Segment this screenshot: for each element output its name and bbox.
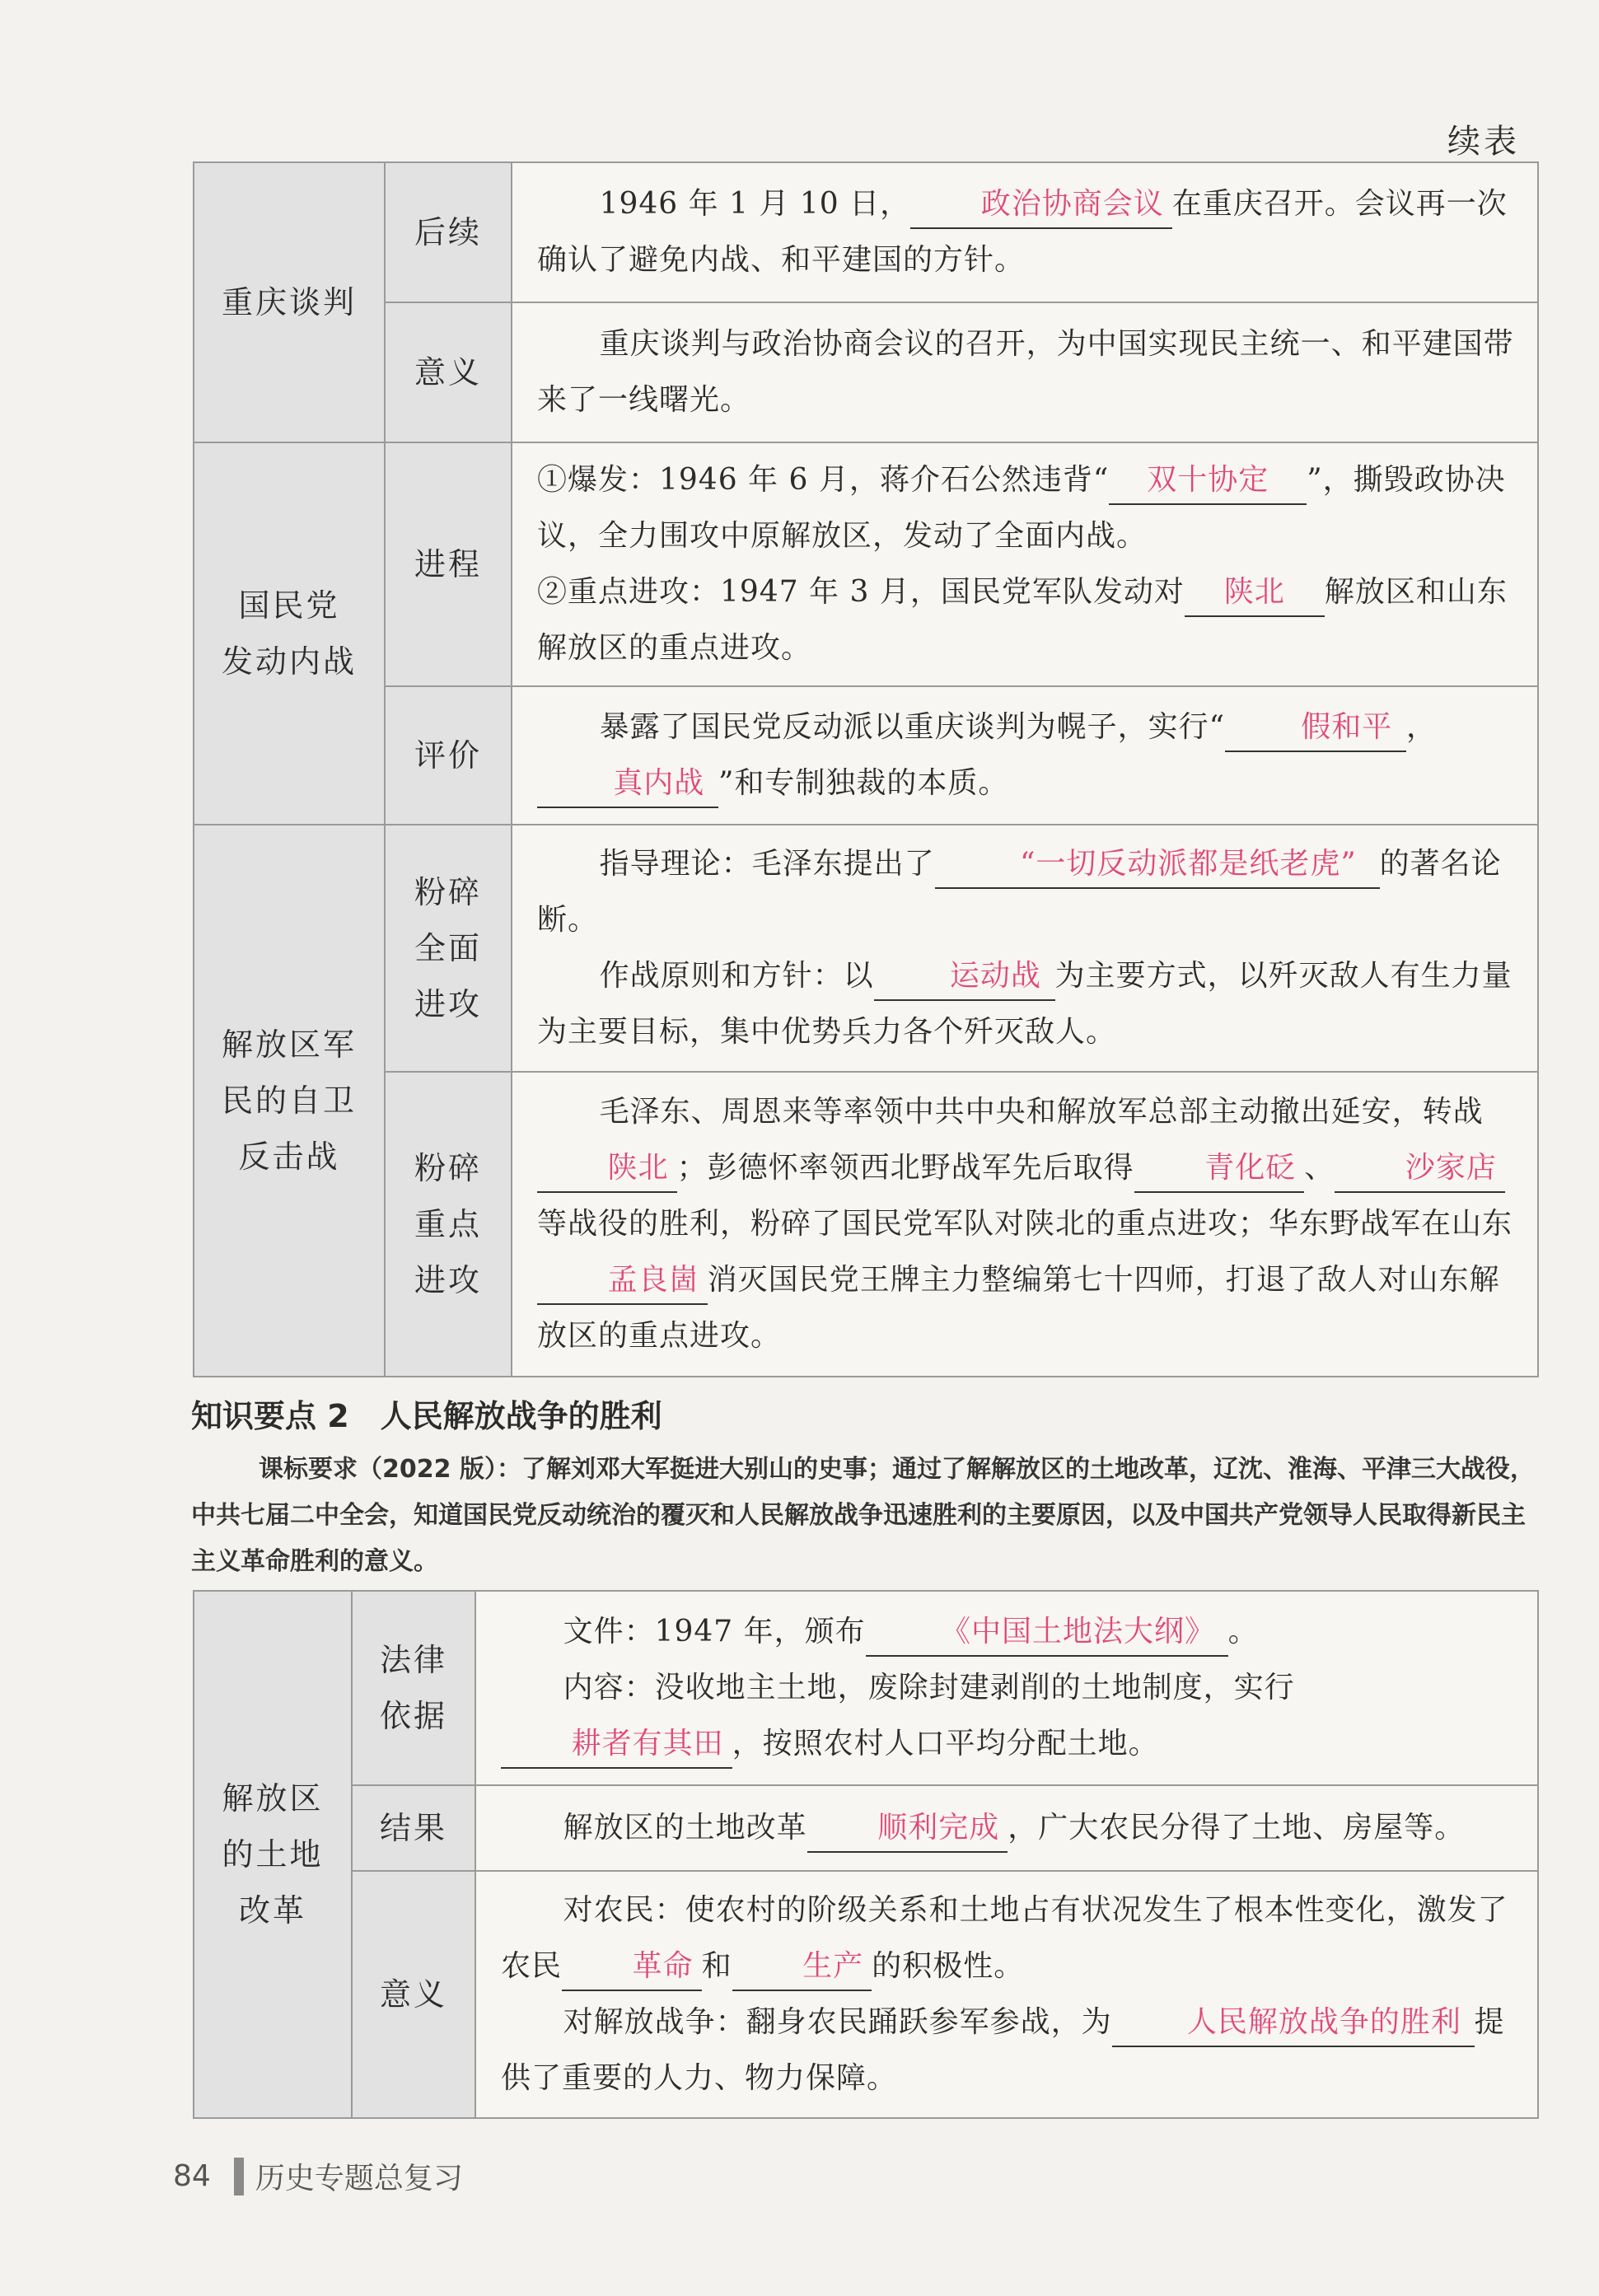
group-label-line: 解放区军 [221,1026,357,1063]
continued-label: 续表 [1447,123,1520,161]
combat-principle-text: 作战原则和方针：以 运动战 为主要方式，以歼灭敌人有生力量为主要目标，集中优势兵力各个歼灭敌人。 [537,948,1516,1060]
group-label-line: 解放区 [222,1780,324,1817]
table-row [194,162,1538,302]
evaluation-text: 暴露了国民党反动派以重庆谈判为幌子，实行“ 假和平 ，真内战 ”和专制独裁的本质。 [537,699,1516,811]
group-label-line: 的土地 [222,1836,324,1873]
answer-blank[interactable]: 陕北 [1185,569,1325,617]
row-label-line: 粉碎 [414,874,482,910]
followup-cell [512,162,1538,302]
significance-cell [512,302,1538,442]
table-row [194,1871,1538,2118]
table-row [194,1785,1538,1871]
answer-blank[interactable]: 革命 [562,1943,702,1991]
group-label-line: 改革 [238,1892,306,1929]
group-label-land-reform [194,1591,352,2118]
row-label-legal-basis [352,1591,475,1785]
result-text: 解放区的土地改革 顺利完成 ，广大农民分得了土地、房屋等。 [501,1800,1516,1856]
page-number: 84 [173,2159,211,2193]
row-label-process: 进程 [385,442,512,686]
row-label-line: 重点 [414,1206,482,1242]
key-offensive-cell [512,1072,1538,1377]
document-text: 文件：1947 年，颁布 《中国土地法大纲》 。 [501,1604,1516,1660]
answer-blank[interactable]: 双十协定 [1109,457,1307,505]
table-row [194,1591,1538,1785]
row-label-evaluation: 评价 [385,686,512,825]
row-label-line: 全面 [414,930,482,966]
answer-blank[interactable]: 政治协商会议 [910,181,1172,229]
table-row [194,442,1538,686]
answer-blank[interactable]: 沙家店 [1335,1145,1505,1193]
table-row [194,686,1538,825]
group-label-civil-war [194,442,385,825]
group-label-line: 国民党 [238,587,340,624]
process-cell [512,442,1538,686]
followup-text: 1946 年 1 月 10 日， 政治协商会议 在重庆召开。会议再一次确认了避免内战、和平建国的方针。 [537,176,1516,288]
answer-blank[interactable]: 人民解放战争的胜利 [1112,1999,1475,2047]
legal-basis-cell [475,1591,1538,1785]
row-label-crush-key-offensive [385,1072,512,1377]
guiding-theory-text: 指导理论：毛泽东提出了 “一切反动派都是纸老虎” 的著名论断。 [537,836,1516,948]
full-offensive-cell [512,825,1538,1072]
row-label-line: 法律 [379,1642,447,1678]
group-label-line: 发动内战 [221,643,357,680]
answer-blank[interactable]: 运动战 [874,953,1055,1001]
answer-blank[interactable]: “一切反动派都是纸老虎” [935,841,1380,889]
row-label-line: 粉碎 [414,1150,482,1186]
page-footer [173,2155,463,2197]
group-label-line: 反击战 [238,1139,340,1175]
group-label-chongqing: 重庆谈判 [194,162,385,442]
table-row [194,302,1538,442]
row-label-significance: 意义 [385,302,512,442]
land-reform-table [193,1590,1539,2119]
row-label-line: 进攻 [414,986,482,1022]
war-table [193,161,1539,1377]
group-label-line: 民的自卫 [221,1083,357,1119]
group-label-self-defense [194,825,385,1377]
curriculum-requirement: 课标要求（2022 版）：了解刘邓大军挺进大别山的史事；通过了解解放区的土地改革，辽沈、淮海、平津三大战役，中共七届二中全会，知道国民党反动统治的覆灭和人民解放战争迅速胜利的主要原因，以及中国共产党领导人民取得新民主主义革命胜利的意义。 [191,1455,1535,1576]
evaluation-cell [512,686,1538,825]
row-label-result: 结果 [352,1785,475,1871]
answer-blank[interactable]: 顺利完成 [807,1805,1008,1853]
significance-text: 重庆谈判与政治协商会议的召开，为中国实现民主统一、和平建国带来了一线曙光。 [537,327,1514,417]
table-row [194,1072,1538,1377]
war-impact-text: 对解放战争：翻身农民踊跃参军参战，为 人民解放战争的胜利 提供了重要的人力、物力保障。 [501,1994,1516,2107]
row-label-followup: 后续 [385,162,512,302]
section-title: 知识要点 2 人民解放战争的胜利 [191,1398,662,1434]
process-item-2: ②重点进攻：1947 年 3 月，国民党军队发动对 陕北 解放区和山东解放区的重点进攻。 [537,564,1516,676]
answer-blank[interactable]: 真内战 [537,760,718,808]
answer-blank[interactable]: 假和平 [1225,704,1406,752]
row-label-line: 进攻 [414,1262,482,1298]
key-offensive-text: 毛泽东、周恩来等率领中共中央和解放军总部主动撤出延安，转战陕北 ；彭德怀率领西北野战军先后取得 青化砭 、 沙家店等战役的胜利，粉碎了国民党军队对陕北的重点进攻；华东野战军在山东孟良崮 消灭国民党王牌主力整编第七十四师，打退了敌人对山东解放区的重点进攻。 [537,1095,1513,1353]
book-title: 历史专题总复习 [255,2162,463,2195]
footer-divider [234,2158,244,2195]
row-label-meaning: 意义 [352,1871,475,2118]
answer-blank[interactable]: 陕北 [537,1145,677,1193]
answer-blank[interactable]: 《中国土地法大纲》 [866,1609,1228,1657]
content-text: 内容：没收地主土地，废除封建剥削的土地制度，实行耕者有其田 ，按照农村人口平均分配土地。 [501,1660,1516,1772]
table-row [194,825,1538,1072]
peasant-impact-text: 对农民：使农村的阶级关系和土地占有状况发生了根本性变化，激发了农民 革命 和 生产 的积极性。 [501,1882,1516,1994]
result-cell [475,1785,1538,1871]
answer-blank[interactable]: 孟良崮 [537,1257,708,1305]
meaning-cell [475,1871,1538,2118]
answer-blank[interactable]: 生产 [732,1943,872,1991]
answer-blank[interactable]: 青化砭 [1134,1145,1305,1193]
row-label-crush-full-offensive [385,825,512,1072]
process-item-1: ①爆发：1946 年 6 月，蒋介石公然违背“ 双十协定 ”，撕毁政协决议，全力围攻中原解放区，发动了全面内战。 [537,452,1516,564]
row-label-line: 依据 [379,1698,447,1734]
answer-blank[interactable]: 耕者有其田 [501,1721,732,1769]
